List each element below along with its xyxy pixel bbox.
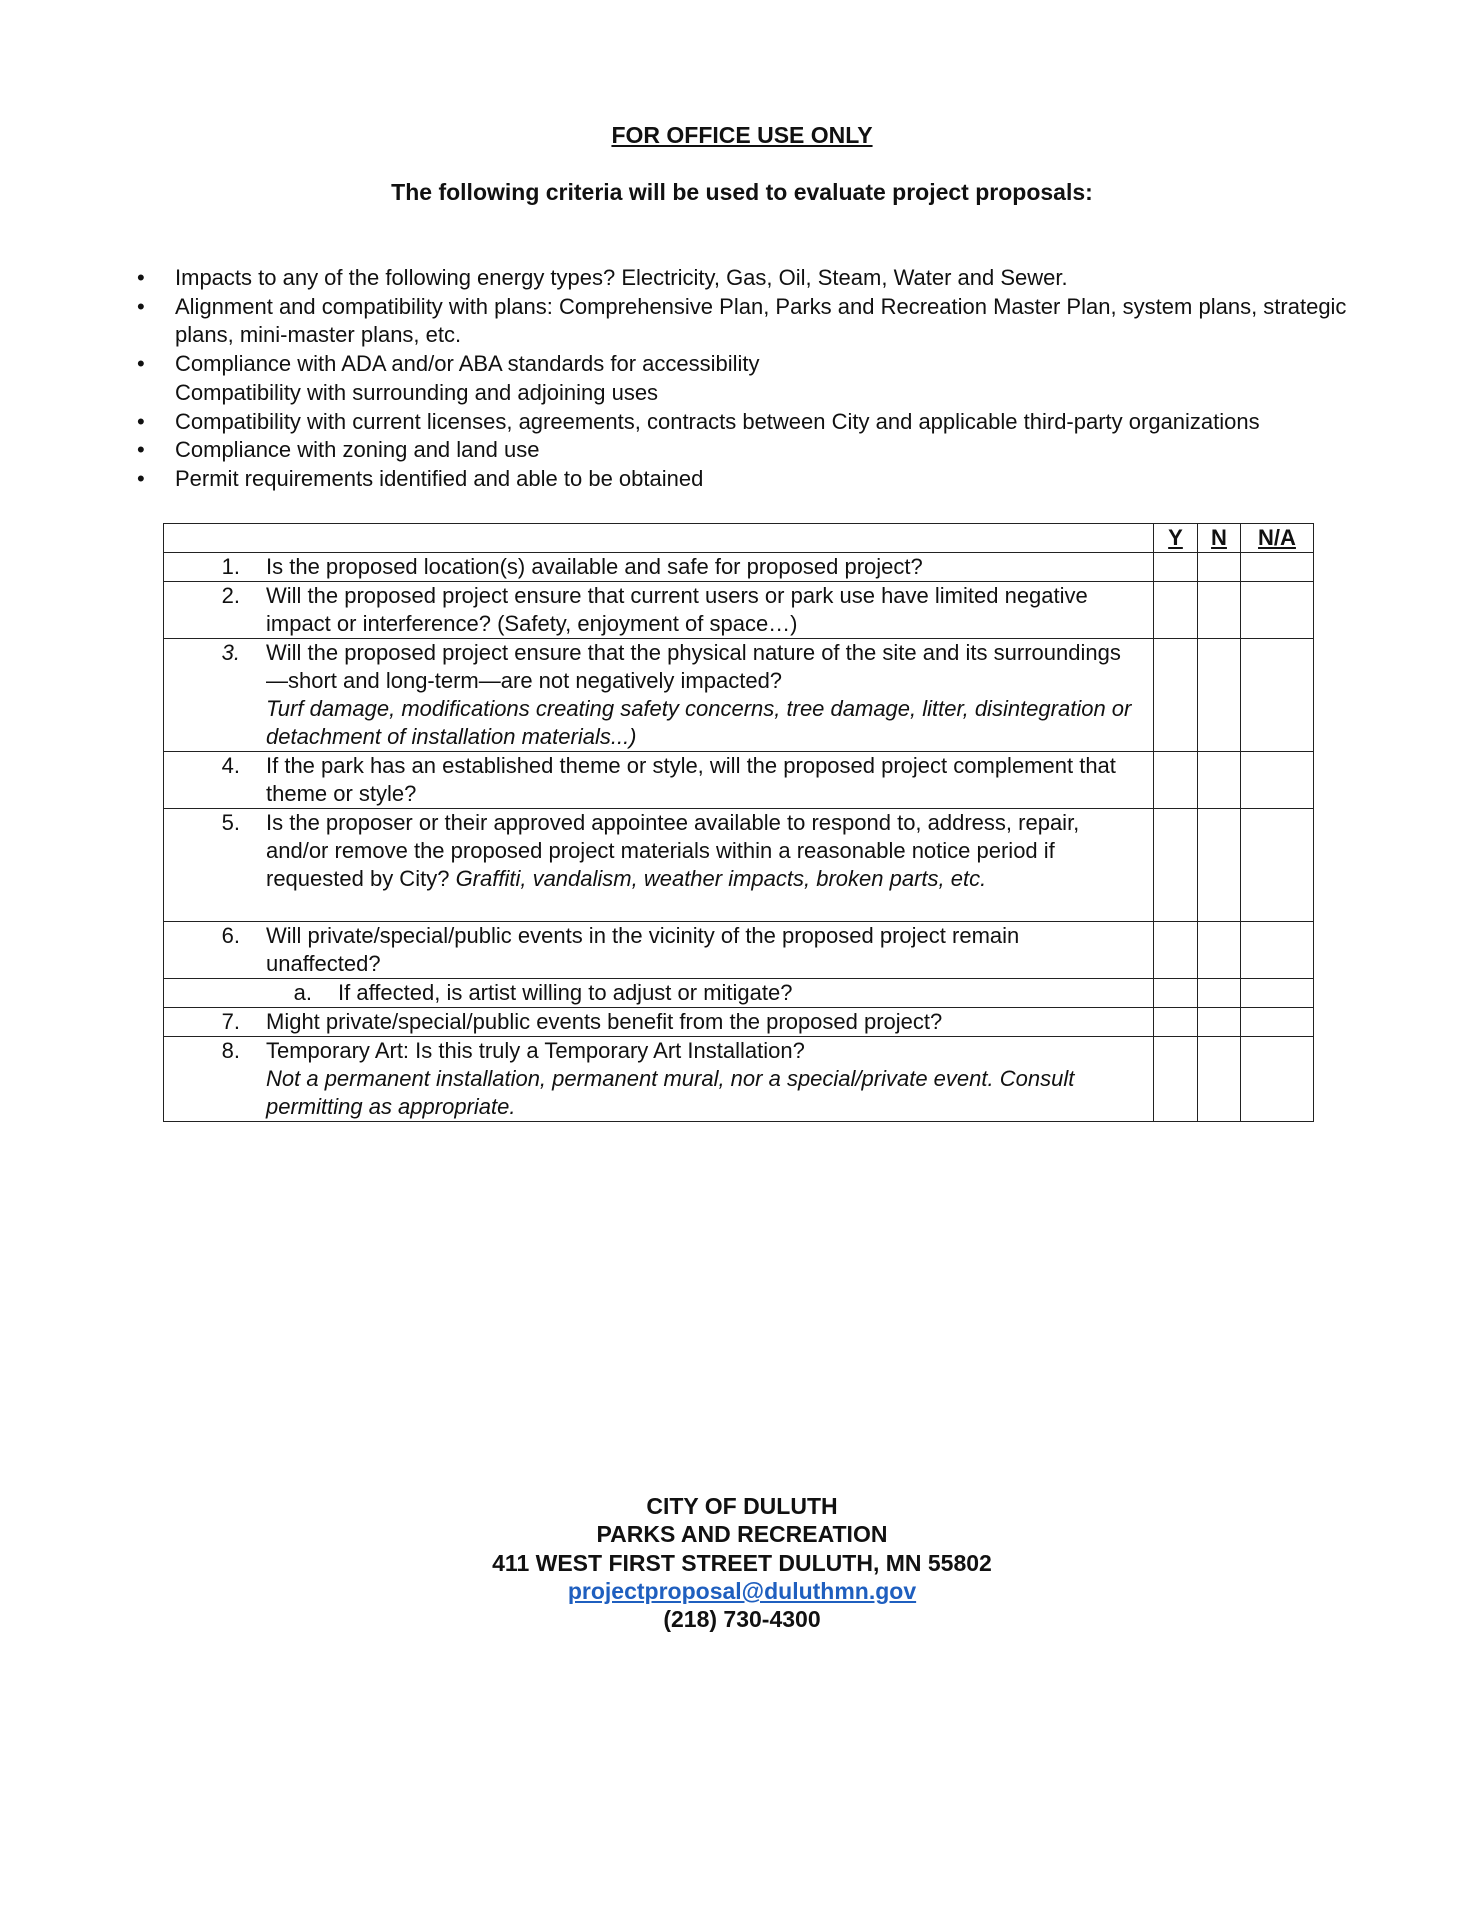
question-main-text: Might private/special/public events benefit from the proposed project? <box>266 1009 943 1034</box>
org-name: CITY OF DULUTH <box>646 1493 838 1519</box>
answer-cell-n[interactable] <box>1198 1008 1241 1037</box>
question-text <box>338 979 1153 1007</box>
bullet-icon: • <box>137 437 145 463</box>
criteria-subtitle: The following criteria will be used to evaluate project proposals: <box>391 179 1093 205</box>
table-row <box>164 1037 1314 1122</box>
question-number: 1. <box>221 554 240 579</box>
criteria-item <box>137 293 1357 350</box>
question-number: 6. <box>221 923 240 948</box>
question-cell <box>164 553 1154 582</box>
criteria-text: Permit requirements identified and able to be obtained <box>175 465 704 491</box>
answer-cell-n[interactable] <box>1198 752 1241 809</box>
question-cell <box>164 1037 1154 1122</box>
column-header-n: N <box>1198 524 1241 553</box>
answer-cell-n[interactable] <box>1198 922 1241 979</box>
criteria-text: Alignment and compatibility with plans: Comprehensive Plan, Parks and Recreation Master Plan, system plans, strategic plans, mini-master plans, etc. <box>175 293 1347 348</box>
question-number: 4. <box>221 753 240 778</box>
answer-cell-n[interactable] <box>1198 639 1241 752</box>
answer-cell-na[interactable] <box>1241 752 1314 809</box>
question-note: Graffiti, vandalism, weather impacts, broken parts, etc. <box>455 866 987 891</box>
question-number: 7. <box>221 1009 240 1034</box>
answer-cell-y[interactable] <box>1154 1008 1198 1037</box>
answer-cell-y[interactable] <box>1154 553 1198 582</box>
criteria-text: Compliance with ADA and/or ABA standards for accessibility <box>175 351 760 377</box>
question-note: Turf damage, modifications creating safety concerns, tree damage, litter, disintegration or detachment of installation materials...) <box>266 696 1132 749</box>
question-cell <box>164 639 1154 752</box>
criteria-text: Impacts to any of the following energy types? Electricity, Gas, Oil, Steam, Water and Sewer. <box>175 265 1068 290</box>
answer-cell-y[interactable] <box>1154 1037 1198 1122</box>
question-main-text: Will the proposed project ensure that current users or park use have limited negative impact or interference? (Safety, enjoyment of space…) <box>266 583 1088 636</box>
phone-number: (218) 730-4300 <box>663 1606 821 1633</box>
question-text <box>266 1008 1153 1036</box>
question-cell <box>164 979 1154 1008</box>
question-text <box>266 1037 1153 1121</box>
question-main-text: Is the proposer or their approved appointee available to respond to, address, repair, and/or remove the proposed project materials within a reasonable notice period if requested by City? <box>266 810 1080 891</box>
answer-cell-y[interactable] <box>1154 809 1198 922</box>
criteria-text: Compliance with zoning and land use <box>175 437 540 463</box>
question-text <box>266 639 1153 751</box>
answer-cell-n[interactable] <box>1198 1037 1241 1122</box>
answer-cell-y[interactable] <box>1154 639 1198 752</box>
criteria-item <box>137 465 1357 494</box>
contact-footer <box>0 1492 1484 1633</box>
question-note: Not a permanent installation, permanent mural, nor a special/private event. Consult permitting as appropriate. <box>266 1066 1075 1119</box>
question-number: a. <box>293 980 312 1005</box>
criteria-text: Compatibility with surrounding and adjoining uses <box>175 379 659 405</box>
office-use-title: FOR OFFICE USE ONLY <box>611 122 873 148</box>
criteria-text: Compatibility with current licenses, agreements, contracts between City and applicable third-party organizations <box>175 408 1260 434</box>
column-header-y: Y <box>1154 524 1198 553</box>
answer-cell-na[interactable] <box>1241 979 1314 1008</box>
table-row <box>164 582 1314 639</box>
question-main-text: Is the proposed location(s) available and safe for proposed project? <box>266 554 923 579</box>
criteria-item <box>137 408 1357 437</box>
question-main-text: If affected, is artist willing to adjust or mitigate? <box>338 980 793 1005</box>
answer-cell-na[interactable] <box>1241 1037 1314 1122</box>
criteria-list <box>137 264 1357 494</box>
table-row <box>164 752 1314 809</box>
table-row <box>164 809 1314 922</box>
answer-cell-na[interactable] <box>1241 1008 1314 1037</box>
criteria-item <box>137 264 1357 293</box>
answer-cell-na[interactable] <box>1241 553 1314 582</box>
table-header-row <box>164 524 1314 553</box>
answer-cell-na[interactable] <box>1241 639 1314 752</box>
question-main-text: If the park has an established theme or style, will the proposed project complement that theme or style? <box>266 753 1116 806</box>
answer-cell-na[interactable] <box>1241 922 1314 979</box>
table-row <box>164 1008 1314 1037</box>
answer-cell-n[interactable] <box>1198 979 1241 1008</box>
criteria-item <box>137 436 1357 465</box>
evaluation-table <box>163 523 1314 1122</box>
bullet-icon: • <box>137 293 145 319</box>
answer-cell-y[interactable] <box>1154 582 1198 639</box>
question-number: 5. <box>221 810 240 835</box>
table-row <box>164 553 1314 582</box>
answer-cell-na[interactable] <box>1241 582 1314 639</box>
criteria-item <box>137 350 1357 379</box>
email-link[interactable]: projectproposal@duluthmn.gov <box>567 1577 917 1604</box>
answer-cell-n[interactable] <box>1198 553 1241 582</box>
question-text <box>266 582 1153 638</box>
bullet-icon: • <box>137 265 145 290</box>
table-row <box>164 639 1314 752</box>
column-header-na: N/A <box>1241 524 1314 553</box>
table-row <box>164 922 1314 979</box>
question-cell <box>164 1008 1154 1037</box>
table-row <box>164 979 1314 1008</box>
answer-cell-n[interactable] <box>1198 582 1241 639</box>
question-main-text: Will private/special/public events in the vicinity of the proposed project remain unaffected? <box>266 923 1020 976</box>
question-cell <box>164 752 1154 809</box>
question-text <box>266 922 1153 978</box>
answer-cell-y[interactable] <box>1154 752 1198 809</box>
question-text <box>266 553 1153 581</box>
answer-cell-na[interactable] <box>1241 809 1314 922</box>
question-cell <box>164 922 1154 979</box>
answer-cell-n[interactable] <box>1198 809 1241 922</box>
bullet-icon: • <box>137 408 145 434</box>
department-name: PARKS AND RECREATION <box>596 1521 888 1548</box>
question-cell <box>164 809 1154 922</box>
question-number: 2. <box>221 583 240 608</box>
question-main-text: Will the proposed project ensure that the physical nature of the site and its surroundings—short and long-term—are not negatively impacted? <box>266 640 1121 693</box>
address: 411 WEST FIRST STREET DULUTH, MN 55802 <box>492 1549 992 1576</box>
question-cell <box>164 582 1154 639</box>
question-number: 8. <box>221 1038 240 1063</box>
question-main-text: Temporary Art: Is this truly a Temporary Art Installation? <box>266 1038 805 1063</box>
answer-cell-y[interactable] <box>1154 979 1198 1008</box>
criteria-item <box>137 379 1357 408</box>
question-text <box>266 752 1153 808</box>
bullet-icon: • <box>137 465 145 491</box>
answer-cell-y[interactable] <box>1154 922 1198 979</box>
question-header-cell <box>164 524 1154 553</box>
question-number: 3. <box>221 640 240 665</box>
bullet-icon: • <box>137 351 145 377</box>
question-text <box>266 809 1153 893</box>
